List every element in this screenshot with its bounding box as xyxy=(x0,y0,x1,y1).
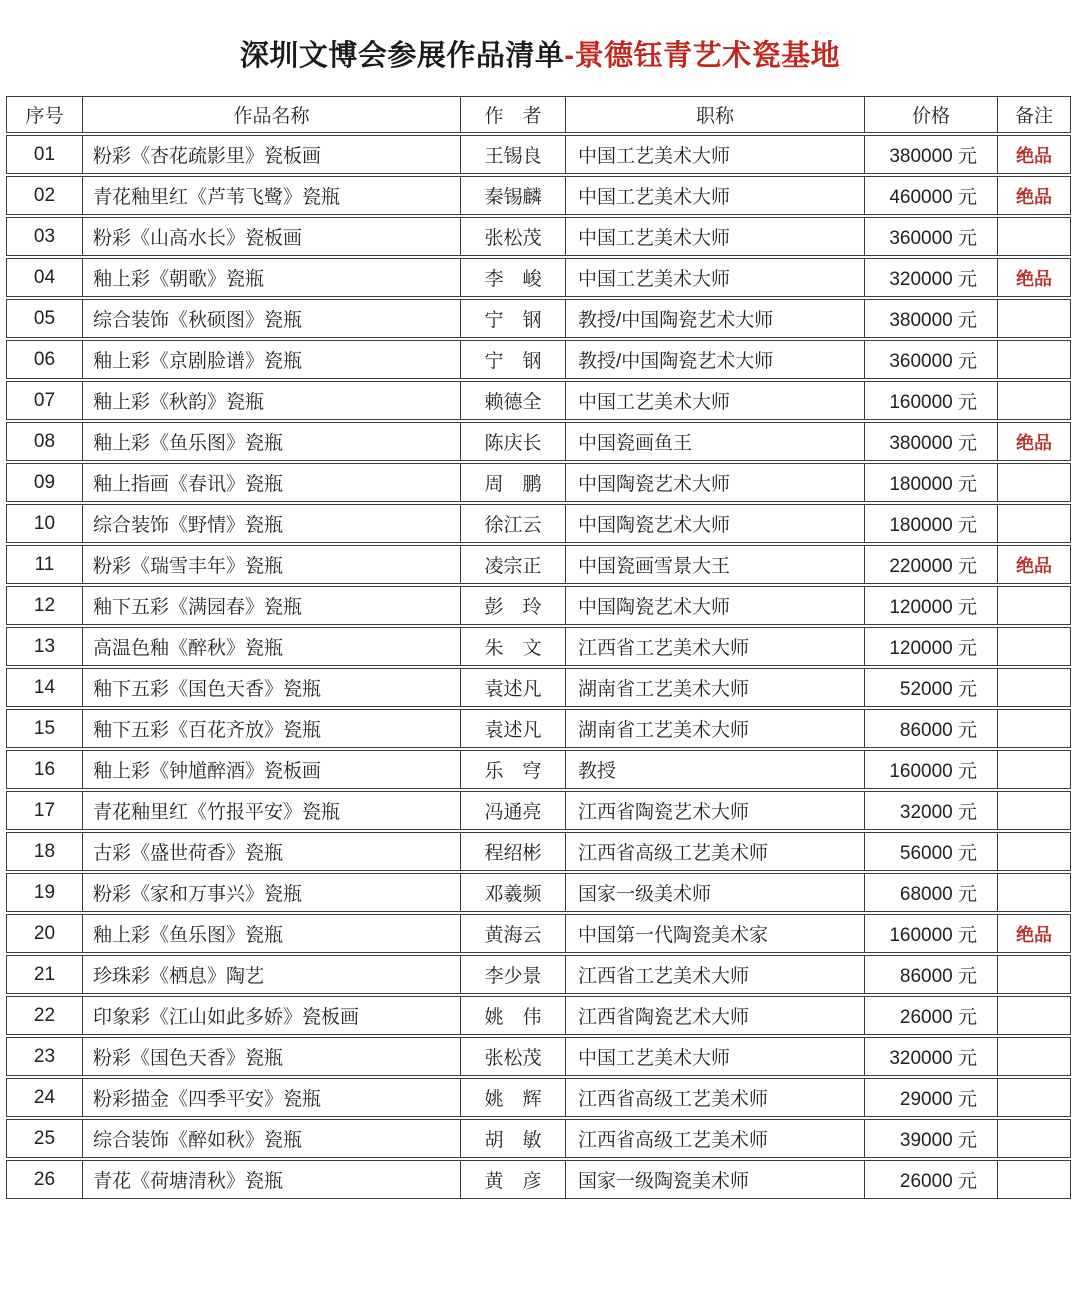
page-title-red: -景德钰青艺术瓷基地 xyxy=(564,40,841,72)
cell-note xyxy=(997,1078,1071,1117)
cell-price: 32000 元 xyxy=(864,791,997,830)
table-row xyxy=(6,709,1071,748)
cell-name: 印象彩《江山如此多娇》瓷板画 xyxy=(82,996,460,1035)
header-note: 备注 xyxy=(997,96,1071,133)
cell-name: 青花釉里红《竹报平安》瓷瓶 xyxy=(82,791,460,830)
cell-note xyxy=(997,791,1071,830)
cell-title: 国家一级陶瓷美术师 xyxy=(565,1160,864,1199)
cell-title: 中国工艺美术大师 xyxy=(565,258,864,297)
cell-no: 13 xyxy=(6,627,82,666)
table-row xyxy=(6,463,1071,502)
cell-no: 25 xyxy=(6,1119,82,1158)
table-row xyxy=(6,217,1071,256)
table-row xyxy=(6,586,1071,625)
cell-name: 粉彩《瑞雪丰年》瓷瓶 xyxy=(82,545,460,584)
cell-title: 教授/中国陶瓷艺术大师 xyxy=(565,340,864,379)
cell-name: 釉下五彩《国色天香》瓷瓶 xyxy=(82,668,460,707)
cell-note xyxy=(997,299,1071,338)
cell-price: 86000 元 xyxy=(864,709,997,748)
cell-note: 绝品 xyxy=(997,258,1071,297)
cell-name: 青花釉里红《芦苇飞鹭》瓷瓶 xyxy=(82,176,460,215)
table-row xyxy=(6,258,1071,297)
cell-note xyxy=(997,709,1071,748)
cell-name: 釉下五彩《满园春》瓷瓶 xyxy=(82,586,460,625)
cell-no: 06 xyxy=(6,340,82,379)
cell-note xyxy=(997,340,1071,379)
cell-author: 赖德全 xyxy=(460,381,565,420)
cell-author: 姚 伟 xyxy=(460,996,565,1035)
cell-author: 邓羲频 xyxy=(460,873,565,912)
cell-price: 160000 元 xyxy=(864,381,997,420)
cell-no: 07 xyxy=(6,381,82,420)
table-row xyxy=(6,1037,1071,1076)
cell-author: 陈庆长 xyxy=(460,422,565,461)
cell-no: 16 xyxy=(6,750,82,789)
cell-price: 86000 元 xyxy=(864,955,997,994)
cell-price: 160000 元 xyxy=(864,750,997,789)
cell-author: 黄 彦 xyxy=(460,1160,565,1199)
table-row xyxy=(6,750,1071,789)
cell-note: 绝品 xyxy=(997,135,1071,174)
cell-price: 320000 元 xyxy=(864,258,997,297)
cell-title: 中国工艺美术大师 xyxy=(565,1037,864,1076)
cell-name: 釉上彩《京剧脸谱》瓷瓶 xyxy=(82,340,460,379)
cell-name: 综合装饰《醉如秋》瓷瓶 xyxy=(82,1119,460,1158)
cell-no: 14 xyxy=(6,668,82,707)
header-price: 价格 xyxy=(864,96,997,133)
cell-note xyxy=(997,1160,1071,1199)
cell-title: 中国瓷画雪景大王 xyxy=(565,545,864,584)
header-title: 职称 xyxy=(565,96,864,133)
cell-price: 56000 元 xyxy=(864,832,997,871)
cell-note: 绝品 xyxy=(997,914,1071,953)
cell-name: 釉下五彩《百花齐放》瓷瓶 xyxy=(82,709,460,748)
cell-no: 02 xyxy=(6,176,82,215)
cell-note xyxy=(997,504,1071,543)
cell-title: 江西省高级工艺美术师 xyxy=(565,1078,864,1117)
cell-name: 釉上彩《鱼乐图》瓷瓶 xyxy=(82,422,460,461)
cell-no: 08 xyxy=(6,422,82,461)
cell-name: 釉上指画《春讯》瓷瓶 xyxy=(82,463,460,502)
cell-author: 张松茂 xyxy=(460,1037,565,1076)
cell-price: 52000 元 xyxy=(864,668,997,707)
cell-name: 釉上彩《朝歌》瓷瓶 xyxy=(82,258,460,297)
table-row xyxy=(6,135,1071,174)
cell-no: 15 xyxy=(6,709,82,748)
cell-note: 绝品 xyxy=(997,422,1071,461)
cell-author: 王锡良 xyxy=(460,135,565,174)
cell-note xyxy=(997,832,1071,871)
cell-name: 综合装饰《秋硕图》瓷瓶 xyxy=(82,299,460,338)
cell-author: 张松茂 xyxy=(460,217,565,256)
cell-author: 黄海云 xyxy=(460,914,565,953)
cell-author: 朱 文 xyxy=(460,627,565,666)
cell-note xyxy=(997,1037,1071,1076)
table-row xyxy=(6,996,1071,1035)
table-row xyxy=(6,627,1071,666)
table-body xyxy=(6,135,1071,1199)
cell-author: 冯通亮 xyxy=(460,791,565,830)
cell-no: 05 xyxy=(6,299,82,338)
cell-note xyxy=(997,750,1071,789)
header-no: 序号 xyxy=(6,96,82,133)
cell-note: 绝品 xyxy=(997,176,1071,215)
cell-title: 中国工艺美术大师 xyxy=(565,217,864,256)
cell-no: 12 xyxy=(6,586,82,625)
cell-title: 江西省高级工艺美术师 xyxy=(565,832,864,871)
cell-price: 180000 元 xyxy=(864,463,997,502)
cell-title: 中国工艺美术大师 xyxy=(565,135,864,174)
cell-title: 湖南省工艺美术大师 xyxy=(565,709,864,748)
cell-name: 釉上彩《鱼乐图》瓷瓶 xyxy=(82,914,460,953)
cell-title: 江西省高级工艺美术师 xyxy=(565,1119,864,1158)
table-row xyxy=(6,791,1071,830)
cell-price: 320000 元 xyxy=(864,1037,997,1076)
cell-no: 22 xyxy=(6,996,82,1035)
cell-author: 袁述凡 xyxy=(460,668,565,707)
cell-price: 29000 元 xyxy=(864,1078,997,1117)
cell-no: 17 xyxy=(6,791,82,830)
cell-price: 220000 元 xyxy=(864,545,997,584)
cell-name: 釉上彩《秋韵》瓷瓶 xyxy=(82,381,460,420)
cell-no: 10 xyxy=(6,504,82,543)
cell-note xyxy=(997,955,1071,994)
cell-title: 中国工艺美术大师 xyxy=(565,381,864,420)
cell-price: 120000 元 xyxy=(864,627,997,666)
header-name: 作品名称 xyxy=(82,96,460,133)
cell-author: 乐 穹 xyxy=(460,750,565,789)
cell-title: 教授/中国陶瓷艺术大师 xyxy=(565,299,864,338)
cell-no: 09 xyxy=(6,463,82,502)
cell-price: 180000 元 xyxy=(864,504,997,543)
cell-name: 釉上彩《钟馗醉酒》瓷板画 xyxy=(82,750,460,789)
cell-price: 68000 元 xyxy=(864,873,997,912)
cell-note xyxy=(997,586,1071,625)
cell-author: 胡 敏 xyxy=(460,1119,565,1158)
table-row xyxy=(6,832,1071,871)
cell-note xyxy=(997,217,1071,256)
cell-no: 04 xyxy=(6,258,82,297)
cell-price: 460000 元 xyxy=(864,176,997,215)
cell-no: 24 xyxy=(6,1078,82,1117)
cell-price: 26000 元 xyxy=(864,996,997,1035)
cell-price: 360000 元 xyxy=(864,340,997,379)
table-row xyxy=(6,381,1071,420)
works-table xyxy=(6,94,1071,1201)
cell-price: 380000 元 xyxy=(864,135,997,174)
cell-author: 徐江云 xyxy=(460,504,565,543)
cell-note xyxy=(997,996,1071,1035)
cell-note xyxy=(997,381,1071,420)
cell-price: 120000 元 xyxy=(864,586,997,625)
cell-no: 18 xyxy=(6,832,82,871)
cell-title: 中国陶瓷艺术大师 xyxy=(565,586,864,625)
cell-name: 粉彩《杏花疏影里》瓷板画 xyxy=(82,135,460,174)
cell-title: 江西省工艺美术大师 xyxy=(565,955,864,994)
cell-name: 综合装饰《野情》瓷瓶 xyxy=(82,504,460,543)
cell-title: 江西省工艺美术大师 xyxy=(565,627,864,666)
cell-price: 380000 元 xyxy=(864,422,997,461)
table-row xyxy=(6,1160,1071,1199)
table-row xyxy=(6,1119,1071,1158)
cell-author: 姚 辉 xyxy=(460,1078,565,1117)
table-row xyxy=(6,873,1071,912)
cell-author: 袁述凡 xyxy=(460,709,565,748)
cell-title: 中国第一代陶瓷美术家 xyxy=(565,914,864,953)
cell-author: 宁 钢 xyxy=(460,340,565,379)
cell-name: 粉彩描金《四季平安》瓷瓶 xyxy=(82,1078,460,1117)
cell-name: 古彩《盛世荷香》瓷瓶 xyxy=(82,832,460,871)
table-row xyxy=(6,299,1071,338)
cell-no: 21 xyxy=(6,955,82,994)
table-row xyxy=(6,422,1071,461)
cell-name: 高温色釉《醉秋》瓷瓶 xyxy=(82,627,460,666)
cell-price: 380000 元 xyxy=(864,299,997,338)
cell-author: 秦锡麟 xyxy=(460,176,565,215)
cell-author: 彭 玲 xyxy=(460,586,565,625)
table-row xyxy=(6,955,1071,994)
cell-no: 23 xyxy=(6,1037,82,1076)
cell-title: 湖南省工艺美术大师 xyxy=(565,668,864,707)
cell-note: 绝品 xyxy=(997,545,1071,584)
cell-title: 中国工艺美术大师 xyxy=(565,176,864,215)
cell-no: 11 xyxy=(6,545,82,584)
cell-no: 20 xyxy=(6,914,82,953)
cell-price: 39000 元 xyxy=(864,1119,997,1158)
cell-title: 江西省陶瓷艺术大师 xyxy=(565,791,864,830)
cell-name: 珍珠彩《栖息》陶艺 xyxy=(82,955,460,994)
cell-note xyxy=(997,873,1071,912)
cell-author: 凌宗正 xyxy=(460,545,565,584)
table-row xyxy=(6,668,1071,707)
cell-no: 03 xyxy=(6,217,82,256)
cell-note xyxy=(997,463,1071,502)
cell-note xyxy=(997,1119,1071,1158)
cell-title: 中国瓷画鱼王 xyxy=(565,422,864,461)
cell-note xyxy=(997,627,1071,666)
cell-no: 01 xyxy=(6,135,82,174)
cell-title: 教授 xyxy=(565,750,864,789)
page-title xyxy=(0,38,1080,74)
table-row xyxy=(6,545,1071,584)
cell-author: 李少景 xyxy=(460,955,565,994)
table-row xyxy=(6,504,1071,543)
header-row xyxy=(6,96,1071,133)
cell-price: 160000 元 xyxy=(864,914,997,953)
cell-price: 360000 元 xyxy=(864,217,997,256)
cell-price: 26000 元 xyxy=(864,1160,997,1199)
cell-note xyxy=(997,668,1071,707)
cell-title: 国家一级美术师 xyxy=(565,873,864,912)
cell-author: 周 鹏 xyxy=(460,463,565,502)
cell-author: 程绍彬 xyxy=(460,832,565,871)
table-header xyxy=(6,96,1071,133)
table-row xyxy=(6,340,1071,379)
header-author: 作 者 xyxy=(460,96,565,133)
cell-author: 宁 钢 xyxy=(460,299,565,338)
cell-no: 19 xyxy=(6,873,82,912)
cell-name: 青花《荷塘清秋》瓷瓶 xyxy=(82,1160,460,1199)
cell-no: 26 xyxy=(6,1160,82,1199)
cell-title: 中国陶瓷艺术大师 xyxy=(565,504,864,543)
cell-title: 中国陶瓷艺术大师 xyxy=(565,463,864,502)
cell-name: 粉彩《家和万事兴》瓷瓶 xyxy=(82,873,460,912)
table-row xyxy=(6,914,1071,953)
table-row xyxy=(6,176,1071,215)
cell-author: 李 峻 xyxy=(460,258,565,297)
cell-title: 江西省陶瓷艺术大师 xyxy=(565,996,864,1035)
cell-name: 粉彩《国色天香》瓷瓶 xyxy=(82,1037,460,1076)
table-row xyxy=(6,1078,1071,1117)
cell-name: 粉彩《山高水长》瓷板画 xyxy=(82,217,460,256)
page-title-black: 深圳文博会参展作品清单 xyxy=(239,40,565,72)
